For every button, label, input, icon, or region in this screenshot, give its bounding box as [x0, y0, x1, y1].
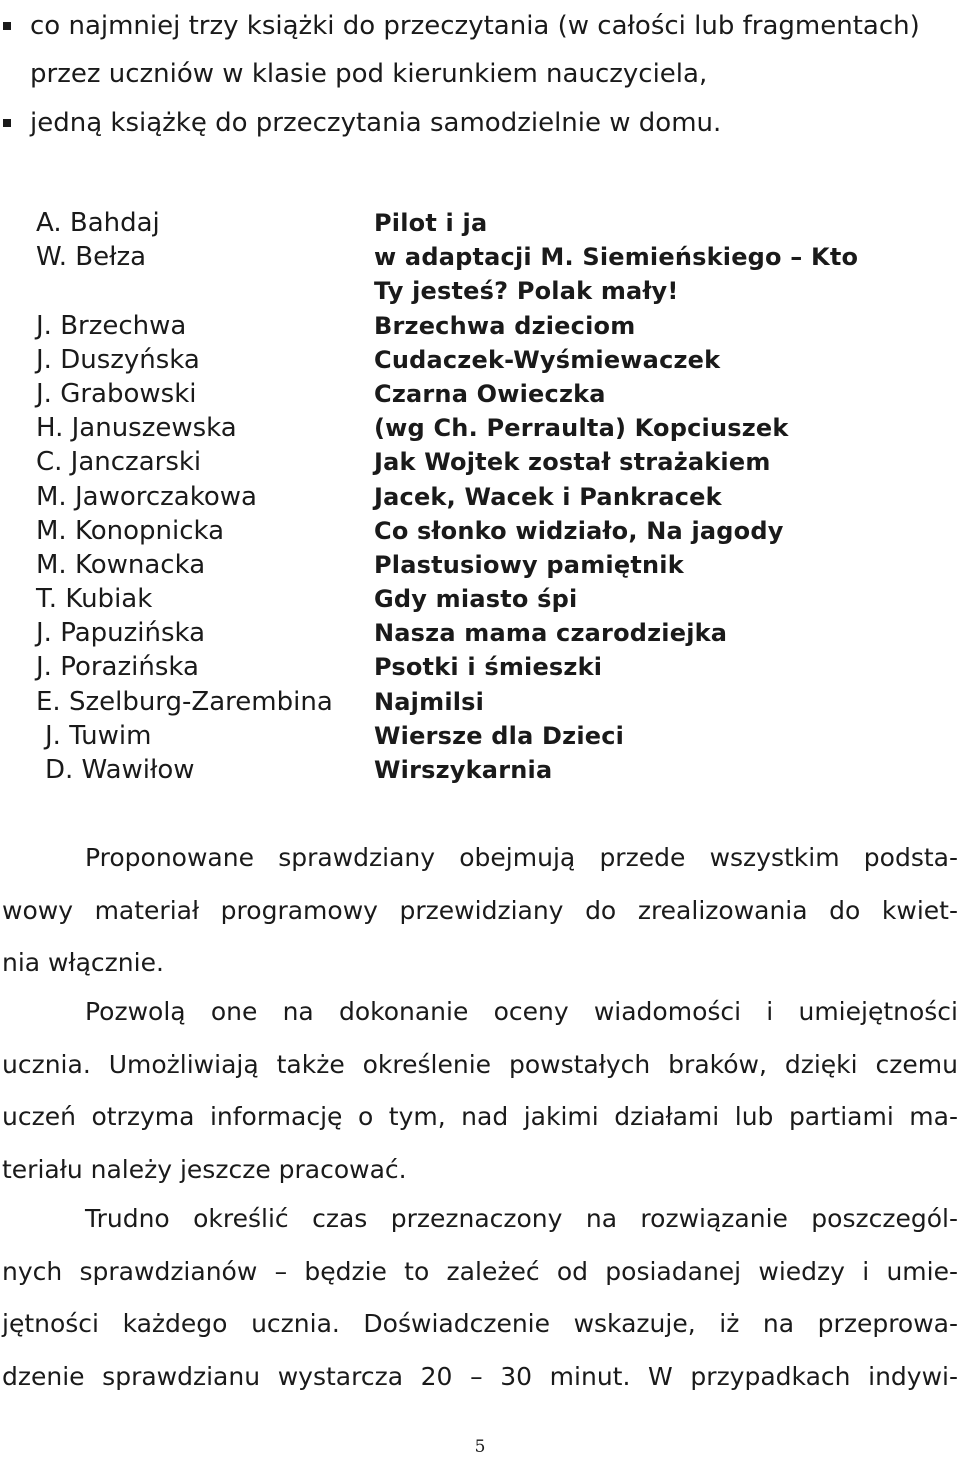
paragraph-line: nych sprawdzianów – będzie to zależeć od posiadanej wiedzy i umie-: [2, 1256, 958, 1286]
book-title: (wg Ch. Perraulta) Kopciuszek: [374, 414, 789, 443]
book-title: Nasza mama czarodziejka: [374, 619, 728, 648]
book-row: [0, 240, 960, 308]
bullet-text-line: przez uczniów w klasie pod kierunkiem nauczyciela,: [30, 59, 708, 89]
book-row: [0, 582, 960, 616]
body-paragraph: [2, 1193, 958, 1403]
book-title: Najmilsi: [374, 687, 485, 716]
book-title: Jak Wojtek został strażakiem: [374, 448, 771, 477]
book-author: J. Brzechwa: [36, 310, 187, 341]
book-row: [0, 445, 960, 479]
book-author: D. Wawiłow: [45, 755, 195, 786]
body-paragraph: [2, 832, 958, 990]
book-row: [0, 343, 960, 377]
paragraph-line: Pozwolą one na dokonanie oceny wiadomości i umiejętności: [85, 997, 958, 1026]
book-author: M. Kownacka: [36, 549, 206, 580]
book-title: Plastusiowy pamiętnik: [374, 550, 684, 579]
book-row: [0, 377, 960, 411]
book-author: C. Janczarski: [36, 447, 202, 478]
book-author: A. Bahdaj: [36, 208, 160, 238]
book-row: [0, 206, 960, 240]
book-author: J. Duszyńska: [36, 344, 200, 375]
paragraph-line: wowy materiał programowy przewidziany do zrealizowania do kwiet-: [2, 895, 958, 925]
book-row: [0, 480, 960, 514]
book-row: [0, 685, 960, 719]
book-author: J. Porazińska: [36, 652, 199, 683]
book-row: [0, 650, 960, 684]
book-row: [0, 548, 960, 582]
book-row: [0, 309, 960, 343]
paragraph-line: ucznia. Umożliwiają także określenie powstałych braków, dzięki czemu: [2, 1049, 958, 1079]
book-title: Co słonko widziało, Na jagody: [374, 516, 784, 545]
square-bullet-icon: [3, 22, 11, 30]
paragraph-line: teriału należy jeszcze pracować.: [2, 1154, 407, 1184]
book-author: J. Papuzińska: [36, 618, 206, 649]
square-bullet-icon: [3, 119, 11, 127]
book-title: Gdy miasto śpi: [374, 585, 578, 614]
book-author: W. Bełza: [36, 242, 147, 273]
book-author: M. Jaworczakowa: [36, 481, 257, 512]
book-row: [0, 616, 960, 650]
paragraph-line: Trudno określić czas przeznaczony na rozwiązanie poszczegól-: [85, 1204, 958, 1233]
paragraph-line: uczeń otrzyma informację o tym, nad jakimi działami lub partiami ma-: [2, 1102, 958, 1131]
book-list: [0, 206, 960, 787]
paragraph-line: jętności każdego ucznia. Doświadczenie wskazuje, iż na przeprowa-: [2, 1309, 958, 1338]
book-title: Jacek, Wacek i Pankracek: [374, 482, 722, 511]
bullet-text-line: co najmniej trzy książki do przeczytania (w całości lub fragmentach): [30, 11, 920, 41]
body-paragraph: [2, 986, 958, 1196]
paragraph-line: Proponowane sprawdziany obejmują przede wszystkim podsta-: [85, 843, 958, 872]
book-row: [0, 753, 960, 787]
book-row: [0, 514, 960, 548]
book-title: w adaptacji M. Siemieńskiego – Kto Ty jesteś? Polak mały!: [374, 243, 859, 306]
book-author: E. Szelburg-Zarembina: [36, 686, 333, 717]
book-title: Psotki i śmieszki: [374, 653, 603, 682]
book-author: T. Kubiak: [36, 584, 153, 615]
book-row: [0, 411, 960, 445]
book-author: J. Grabowski: [36, 378, 197, 409]
book-title: Cudaczek-Wyśmiewaczek: [374, 345, 721, 374]
book-author: J. Tuwim: [45, 720, 152, 751]
book-title: Brzechwa dzieciom: [374, 311, 636, 340]
book-author: M. Konopnicka: [36, 515, 225, 546]
book-title: Czarna Owieczka: [374, 379, 606, 408]
page-number: 5: [474, 1437, 486, 1457]
paragraph-line: nia włącznie.: [2, 948, 164, 977]
book-row: [0, 719, 960, 753]
book-title: Pilot i ja: [374, 209, 488, 237]
book-title: Wiersze dla Dzieci: [374, 721, 625, 750]
bullet-text-line: jedną książkę do przeczytania samodzielnie w domu.: [30, 108, 722, 138]
book-author: H. Januszewska: [36, 413, 237, 444]
book-title: Wirszykarnia: [374, 756, 553, 785]
paragraph-line: dzenie sprawdzianu wystarcza 20 – 30 minut. W przypadkach indywi-: [2, 1361, 958, 1391]
